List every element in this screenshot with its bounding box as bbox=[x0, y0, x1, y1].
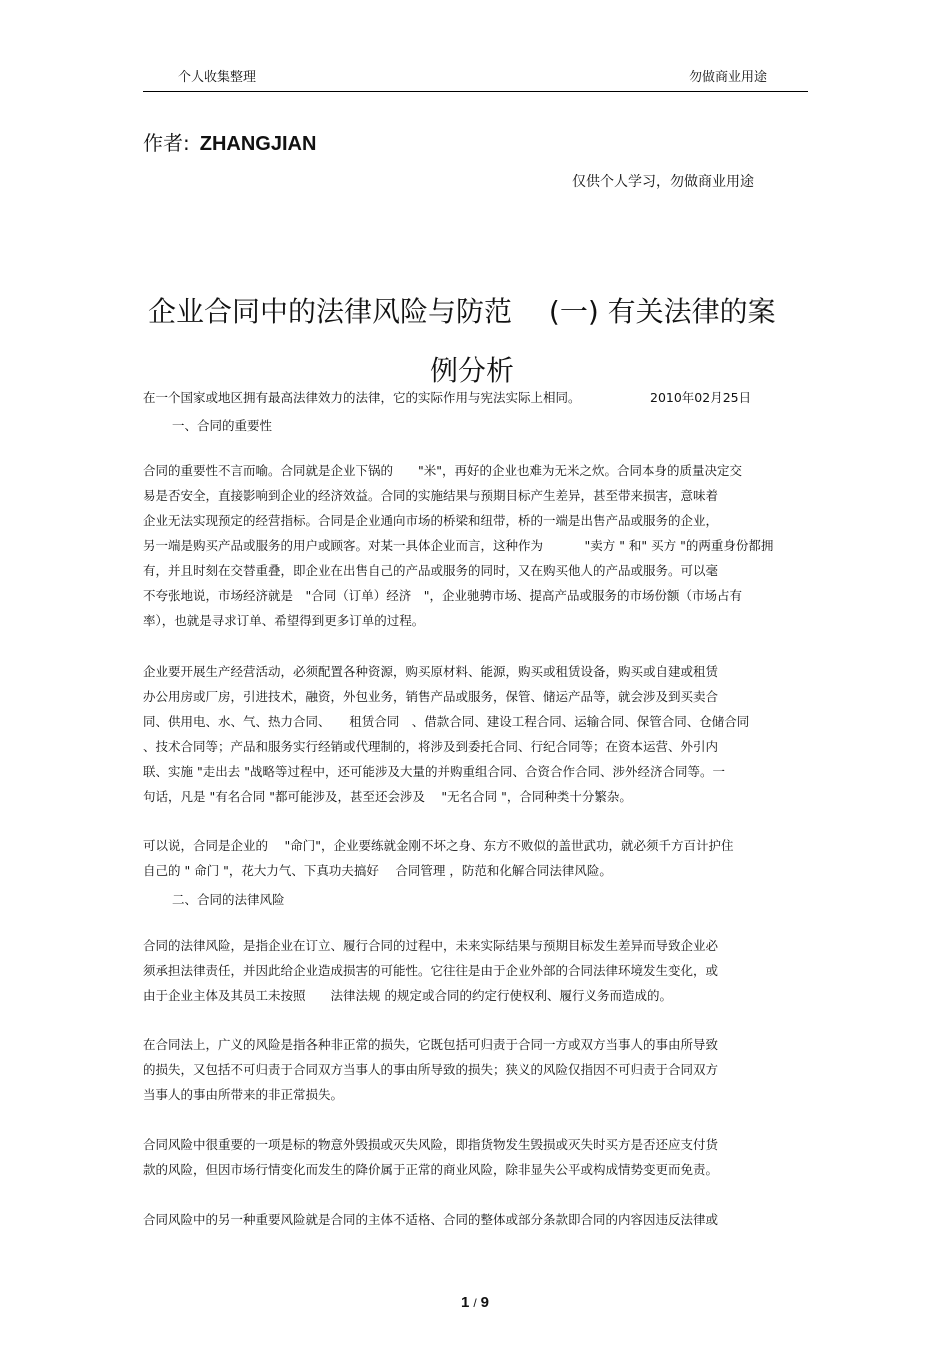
section-heading-1: 一、合同的重要性 bbox=[172, 418, 273, 433]
text-line: 可以说，合同是企业的 "命门"，企业要练就金刚不坏之身、东方不败似的盖世武功，就必须千方百计护住 bbox=[143, 838, 734, 853]
paragraph-loss-risk bbox=[143, 1132, 813, 1182]
document-title-line-1: 企业合同中的法律风险与防范 (一) 有关法律的案 bbox=[148, 295, 776, 328]
text-line: 另一端是购买产品或服务的用户或顾客。对某一具体企业而言，这种作为 "卖方 " 和" 买方 "的两重身份都拥 bbox=[143, 538, 774, 553]
text-line: 须承担法律责任，并因此给企业造成损害的可能性。它往往是由于企业外部的合同法律环境发生变化，或 bbox=[143, 963, 719, 978]
page-total: 9 bbox=[480, 1294, 490, 1311]
text-line: 句话，凡是 "有名合同 "都可能涉及，甚至还会涉及 "无名合同 "，合同种类十分繁杂。 bbox=[143, 789, 632, 804]
subtitle-text: 在一个国家或地区拥有最高法律效力的法律，它的实际作用与宪法实际上相同。 bbox=[143, 390, 581, 405]
text-line: 、技术合同等；产品和服务实行经销或代理制的，将涉及到委托合同、行纪合同等；在资本运营、外引内 bbox=[143, 739, 719, 754]
usage-notice: 仅供个人学习，勿做商业用途 bbox=[572, 174, 754, 190]
page-header bbox=[143, 66, 808, 90]
text-line: 率），也就是寻求订单、希望得到更多订单的过程。 bbox=[143, 613, 425, 628]
paragraph-legal-risk bbox=[143, 933, 813, 1008]
text-line: 合同风险中很重要的一项是标的物意外毁损或灭失风险，即指货物发生毁损或灭失时买方是否还应支付货 bbox=[143, 1137, 719, 1152]
text-line: 易是否安全，直接影响到企业的经济效益。合同的实施结果与预期目标产生差异，甚至带来损害，意味着 bbox=[143, 488, 719, 503]
header-left-text: 个人收集整理 bbox=[178, 70, 257, 85]
paragraph-importance bbox=[143, 458, 813, 633]
page-separator: / bbox=[473, 1296, 477, 1310]
page-number bbox=[0, 1294, 950, 1311]
header-rule bbox=[143, 91, 808, 92]
text-line: 由于企业主体及其员工未按照 法律法规 的规定或合同的约定行使权利、履行义务而造成的。 bbox=[143, 988, 672, 1003]
text-line: 的损失，又包括不可归责于合同双方当事人的事由所导致的损失；狭义的风险仅指因不可归责于合同双方 bbox=[143, 1062, 719, 1077]
document-title-line-2: 例分析 bbox=[430, 354, 515, 387]
text-line: 合同的法律风险，是指企业在订立、履行合同的过程中，未来实际结果与预期目标发生差异而导致企业必 bbox=[143, 938, 719, 953]
text-line: 不夸张地说，市场经济就是 "合同（订单）经济 "，企业驰骋市场、提高产品或服务的市场份额（市场占有 bbox=[143, 588, 743, 603]
text-line: 联、实施 "走出去 "战略等过程中，还可能涉及大量的并购重组合同、合资合作合同、涉外经济合同等。一 bbox=[143, 764, 725, 779]
paragraph-lifeline bbox=[143, 833, 813, 883]
section-heading-2: 二、合同的法律风险 bbox=[172, 892, 285, 907]
text-line: 企业无法实现预定的经营指标。合同是企业通向市场的桥梁和纽带，桥的一端是出售产品或服务的企业， bbox=[143, 513, 719, 528]
text-line: 在合同法上，广义的风险是指各种非正常的损失，它既包括可归责于合同一方或双方当事人的事由所导致 bbox=[143, 1037, 719, 1052]
text-line: 合同的重要性不言而喻。合同就是企业下锅的 "米"，再好的企业也难为无米之炊。合同本身的质量决定交 bbox=[143, 463, 743, 478]
header-right-text: 勿做商业用途 bbox=[688, 70, 767, 85]
text-line: 同、供用电、水、气、热力合同、 租赁合同 、借款合同、建设工程合同、运输合同、保管合同、仓储合同 bbox=[143, 714, 750, 729]
text-line: 款的风险，但因市场行情变化而发生的降价属于正常的商业风险，除非显失公平或构成情势变更而免责。 bbox=[143, 1162, 719, 1177]
text-line: 办公用房或厂房，引进技术，融资，外包业务，销售产品或服务，保管、储运产品等，就会涉及到买卖合 bbox=[143, 689, 719, 704]
publish-date: 2010年02月25日 bbox=[650, 390, 752, 405]
text-line: 有，并且时刻在交替重叠，即企业在出售自己的产品或服务的同时，又在购买他人的产品或服务。可以毫 bbox=[143, 563, 719, 578]
paragraph-contract-types bbox=[143, 659, 813, 809]
text-line: 当事人的事由所带来的非正常损失。 bbox=[143, 1087, 344, 1102]
author-label: 作者: bbox=[143, 131, 190, 155]
text-line: 合同风险中的另一种重要风险就是合同的主体不适格、合同的整体或部分条款即合同的内容因违反法律或 bbox=[143, 1212, 719, 1227]
paragraph-risk-definition bbox=[143, 1032, 813, 1107]
text-line: 自己的 " 命门 "，花大力气、下真功夫搞好 合同管理 ，防范和化解合同法律风险。 bbox=[143, 863, 612, 878]
paragraph-subject-risk bbox=[143, 1207, 813, 1232]
text-line: 企业要开展生产经营活动，必须配置各种资源，购买原材料、能源，购买或租赁设备，购买或自建或租赁 bbox=[143, 664, 719, 679]
author-name: ZHANGJIAN bbox=[199, 133, 317, 155]
author-line bbox=[143, 127, 316, 156]
subtitle-line bbox=[143, 388, 752, 406]
page-current: 1 bbox=[460, 1294, 470, 1311]
